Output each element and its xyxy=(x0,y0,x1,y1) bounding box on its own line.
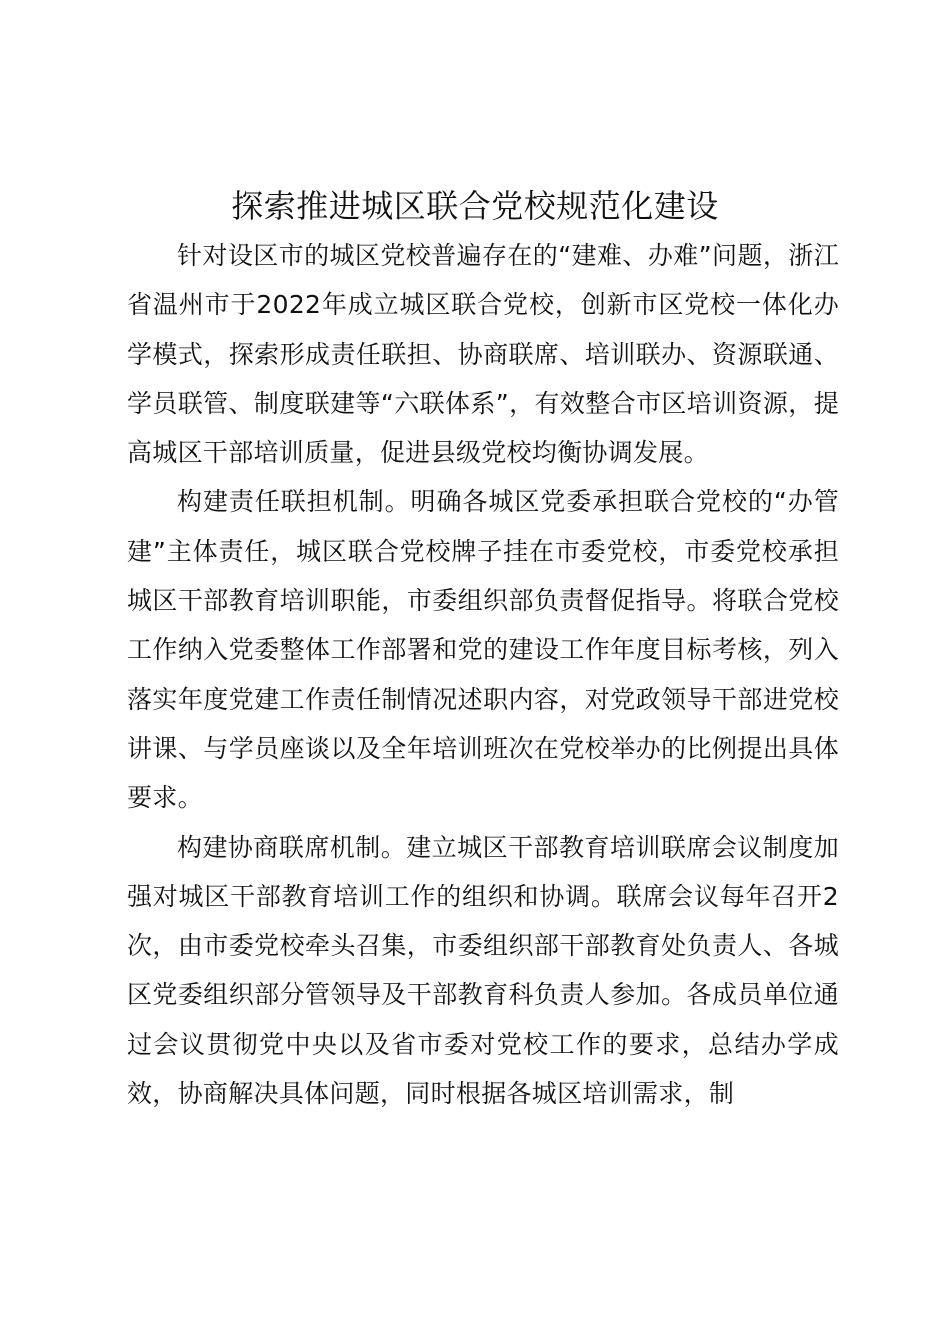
paragraph-consultation: 构建协商联席机制。建立城区干部教育培训联席会议制度加强对城区干部教育培训工作的组织和协调。联席会议每年召开2次，由市委党校牵头召集，市委组织部干部教育处负责人、各城区党委组织部分管领导及干部教育科负责人参加。各成员单位通过会议贯彻党中央以及省市委对党校工作的要求，总结办学成效，协商解决具体问题，同时根据各城区培训需求，制 xyxy=(127,832,839,1109)
document-body xyxy=(127,231,839,1118)
paragraph-intro: 针对设区市的城区党校普遍存在的“建难、办难”问题，浙江省温州市于2022年成立城区联合党校，创新市区党校一体化办学模式，探索形成责任联担、协商联席、培训联办、资源联通、学员联管、制度联建等“六联体系”，有效整合市区培训资源，提高城区干部培训质量，促进县级党校均衡协调发展。 xyxy=(127,241,839,468)
document-title: 探索推进城区联合党校规范化建设 xyxy=(231,187,719,225)
paragraph-responsibility: 构建责任联担机制。明确各城区党委承担联合党校的“办管建”主体责任，城区联合党校牌子挂在市委党校，市委党校承担城区干部教育培训职能，市委组织部负责督促指导。将联合党校工作纳入党委整体工作部署和党的建设工作年度目标考核，列入落实年度党建工作责任制情况述职内容，对党政领导干部进党校讲课、与学员座谈以及全年培训班次在党校举办的比例提出具体要求。 xyxy=(127,487,839,813)
